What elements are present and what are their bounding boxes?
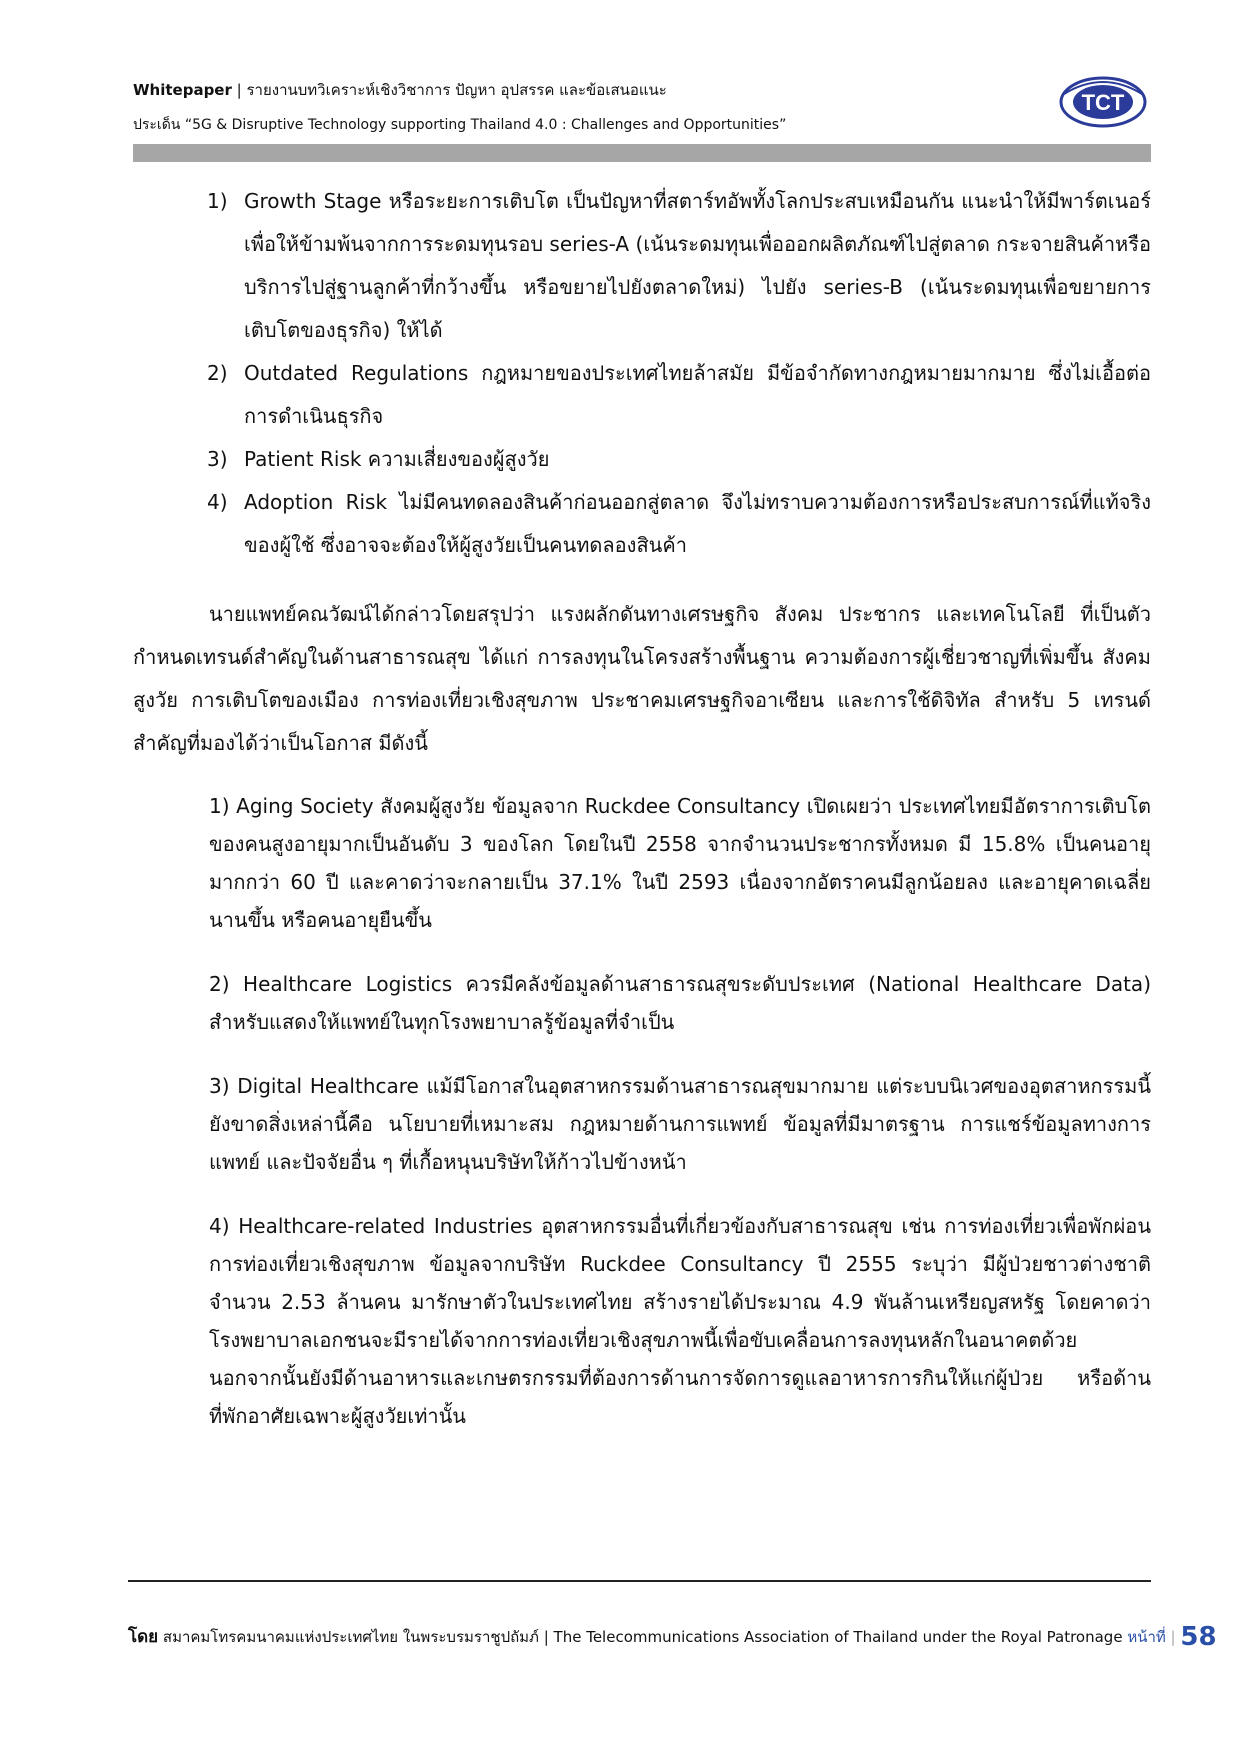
list-item-number: 4) bbox=[207, 490, 228, 514]
list-item bbox=[207, 180, 1151, 352]
list-item-text: Patient Risk ความเสี่ยงของผู้สูงวัย bbox=[244, 447, 550, 471]
header-divider-bar bbox=[133, 144, 1151, 162]
footer-page-label: หน้าที่ bbox=[1127, 1628, 1166, 1646]
header-report-title: รายงานบทวิเคราะห์เชิงวิชาการ ปัญหา อุปสรรค และข้อเสนอแนะ bbox=[246, 81, 667, 99]
trend-paragraph-digital-healthcare: 3) Digital Healthcare แม้มีโอกาสในอุตสาหกรรมด้านสาธารณสุขมากมาย แต่ระบบนิเวศของอุตสาหกรรมนี้ยังขาดสิ่งเหล่านี้คือ นโยบายที่เหมาะสม กฎหมายด้านการแพทย์ ข้อมูลที่มีมาตรฐาน การแชร์ข้อมูลทางการแพทย์ และปัจจัยอื่น ๆ ที่เกื้อหนุนบริษัทให้ก้าวไปข้างหน้า bbox=[209, 1074, 1151, 1174]
list-item-text: Growth Stage หรือระยะการเติบโต เป็นปัญหาที่สตาร์ทอัพทั้งโลกประสบเหมือนกัน แนะนำให้มีพาร์ตเนอร์ เพื่อให้ข้ามพ้นจากการระดมทุนรอบ series-A (เน้นระดมทุนเพื่อออกผลิตภัณฑ์ไปสู่ตลาด กระจายสินค้าหรือบริการไปสู่ฐานลูกค้าที่กว้างขึ้น หรือขยายไปยังตลาดใหม่) ไปยัง series-B (เน้นระดมทุนเพื่อขยายการเติบโตของธุรกิจ) ให้ได้ bbox=[244, 189, 1151, 342]
footer-org-english: The Telecommunications Association of Thailand under the Royal Patronage bbox=[553, 1628, 1128, 1646]
list-item bbox=[207, 352, 1151, 438]
logo-text: TCT bbox=[1081, 90, 1125, 115]
footer-by: โดย bbox=[128, 1627, 159, 1647]
trend-paragraph-healthcare-logistics: 2) Healthcare Logistics ควรมีคลังข้อมูลด้านสาธารณสุขระดับประเทศ (National Healthcare Data) สำหรับแสดงให้แพทย์ในทุกโรงพยาบาลรู้ข้อมูลที่จำเป็น bbox=[209, 972, 1151, 1034]
trend-paragraph-healthcare-industries: 4) Healthcare-related Industries อุตสาหกรรมอื่นที่เกี่ยวข้องกับสาธารณสุข เช่น การท่องเที่ยวเพื่อพักผ่อน การท่องเที่ยวเชิงสุขภาพ ข้อมูลจากบริษัท Ruckdee Consultancy ปี 2555 ระบุว่า มีผู้ป่วยชาวต่างชาติจำนวน 2.53 ล้านคน มารักษาตัวในประเทศไทย สร้างรายได้ประมาณ 4.9 พันล้านเหรียญสหรัฐ โดยคาดว่าโรงพยาบาลเอกชนจะมีรายได้จากการท่องเที่ยวเชิงสุขภาพนี้เพื่อขับเคลื่อนการลงทุนหลักในอนาคตด้วย นอกจากนั้นยังมีด้านอาหารและเกษตรกรรมที่ต้องการด้านการจัดการดูแลอาหารการกินให้แก่ผู้ป่วย หรือด้านที่พักอาศัยเฉพาะผู้สูงวัยเท่านั้น bbox=[209, 1214, 1151, 1428]
footer bbox=[128, 1622, 1217, 1652]
footer-divider bbox=[128, 1580, 1151, 1582]
list-item bbox=[207, 481, 1151, 567]
list-item-text: Outdated Regulations กฎหมายของประเทศไทยล้าสมัย มีข้อจำกัดทางกฎหมายมากมาย ซึ่งไม่เอื้อต่อการดำเนินธุรกิจ bbox=[244, 361, 1151, 428]
header-topic: ประเด็น “5G & Disruptive Technology supporting Thailand 4.0 : Challenges and Opportunities” bbox=[133, 117, 787, 133]
page-number: 58 bbox=[1180, 1622, 1217, 1652]
footer-separator: | bbox=[543, 1628, 554, 1646]
footer-page-separator: | bbox=[1165, 1628, 1181, 1646]
main-content bbox=[133, 180, 1151, 1435]
header-title-line bbox=[133, 78, 1033, 102]
list-item-number: 3) bbox=[207, 447, 228, 471]
list-item-number: 2) bbox=[207, 361, 228, 385]
tct-logo-icon bbox=[1058, 74, 1148, 130]
list-item bbox=[207, 438, 1151, 481]
summary-paragraph: นายแพทย์คณวัฒน์ได้กล่าวโดยสรุปว่า แรงผลักดันทางเศรษฐกิจ สังคม ประชากร และเทคโนโลยี ที่เป็นตัวกำหนดเทรนด์สำคัญในด้านสาธารณสุข ได้แก่ การลงทุนในโครงสร้างพื้นฐาน ความต้องการผู้เชี่ยวชาญที่เพิ่มขึ้น สังคมสูงวัย การเติบโตของเมือง การท่องเที่ยวเชิงสุขภาพ ประชาคมเศรษฐกิจอาเซียน และการใช้ดิจิทัล สำหรับ 5 เทรนด์สำคัญที่มองได้ว่าเป็นโอกาส มีดังนี้ bbox=[133, 602, 1151, 755]
list-item-number: 1) bbox=[207, 189, 228, 213]
header-brand: Whitepaper bbox=[133, 81, 232, 99]
challenges-list bbox=[133, 180, 1151, 567]
footer-org-thai: สมาคมโทรคมนาคมแห่งประเทศไทย ในพระบรมราชูปถัมภ์ bbox=[158, 1628, 544, 1646]
list-item-text: Adoption Risk ไม่มีคนทดลองสินค้าก่อนออกสู่ตลาด จึงไม่ทราบความต้องการหรือประสบการณ์ที่แท้จริงของผู้ใช้ ซึ่งอาจจะต้องให้ผู้สูงวัยเป็นคนทดลองสินค้า bbox=[244, 490, 1151, 557]
trend-paragraph-aging-society: 1) Aging Society สังคมผู้สูงวัย ข้อมูลจาก Ruckdee Consultancy เปิดเผยว่า ประเทศไทยมีอัตราการเติบโตของคนสูงอายุมากเป็นอันดับ 3 ของโลก โดยในปี 2558 จากจำนวนประชากรทั้งหมด มี 15.8% เป็นคนอายุมากกว่า 60 ปี และคาดว่าจะกลายเป็น 37.1% ในปี 2593 เนื่องจากอัตราคนมีลูกน้อยลง และอายุคาดเฉลี่ยนานขึ้น หรือคนอายุยืนขึ้น bbox=[209, 794, 1151, 932]
header-separator: | bbox=[231, 81, 247, 99]
